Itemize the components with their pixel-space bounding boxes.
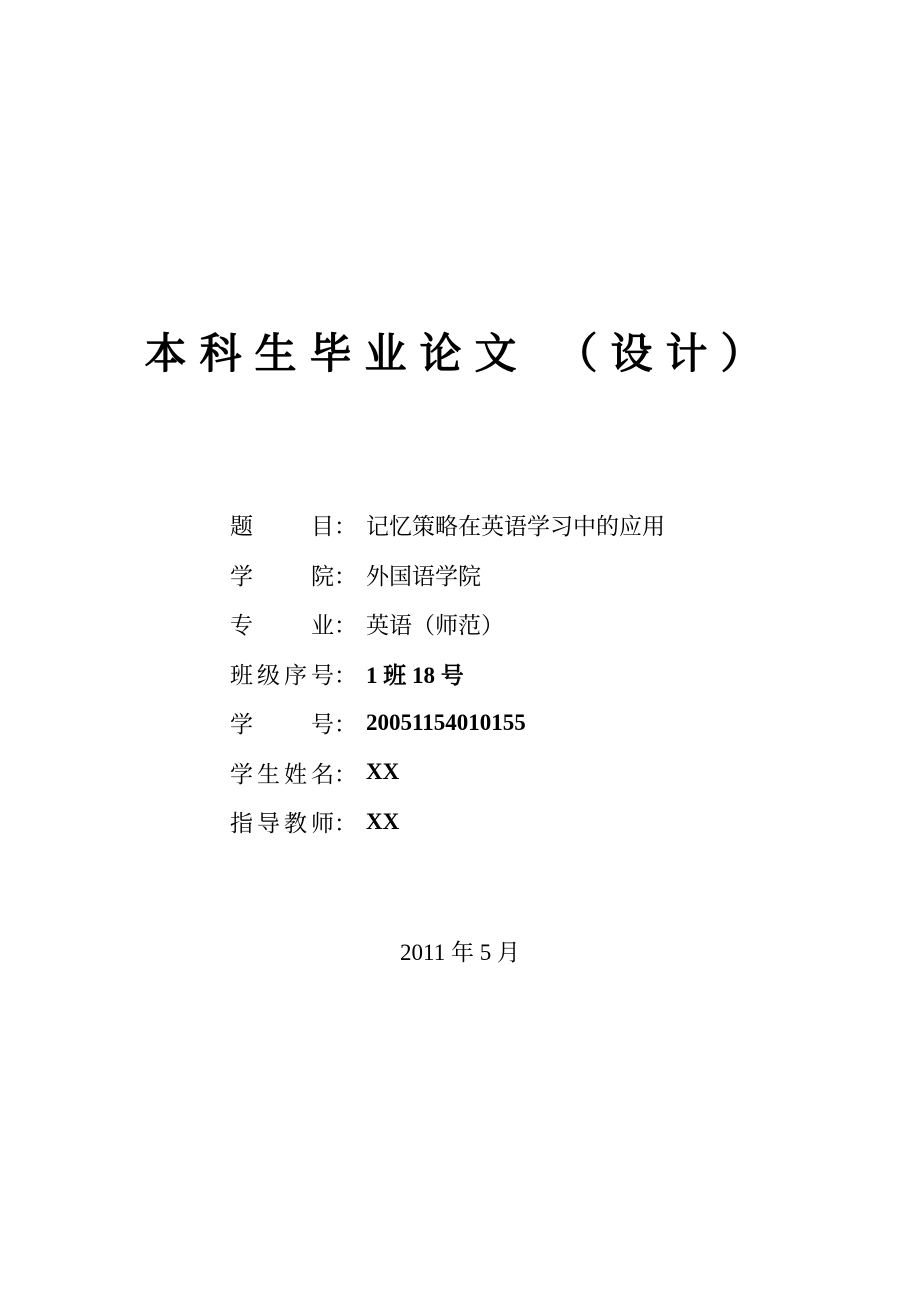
field-label: 题 目 ： [230, 514, 357, 540]
page-title [0, 326, 920, 382]
field-college [230, 550, 750, 600]
title-suffix: （设计） [555, 329, 776, 378]
field-value-advisor: XX [366, 808, 400, 834]
cover-info [230, 500, 750, 847]
submission-date: 2011 年 5 月 [400, 940, 520, 965]
field-student-name [230, 748, 750, 798]
field-class-number [230, 649, 750, 699]
field-topic [230, 500, 750, 550]
field-student-id [230, 698, 750, 748]
field-value-major: 英语（师范） [366, 613, 504, 639]
field-value-class-number: 1 班 18 号 [366, 662, 464, 688]
field-label: 学 生 姓 名 ： [230, 761, 357, 787]
field-label: 学 号 ： [230, 712, 357, 738]
title-main: 本科生毕业论文 [144, 329, 530, 378]
field-value-topic: 记忆策略在英语学习中的应用 [366, 514, 665, 540]
field-label: 班 级 序 号 ： [230, 662, 357, 688]
field-advisor [230, 797, 750, 847]
field-label: 专 业 ： [230, 613, 357, 639]
field-value-student-id: 20051154010155 [366, 709, 526, 735]
field-label: 指 导 教 师 ： [230, 811, 357, 837]
field-value-college: 外国语学院 [366, 563, 481, 589]
field-value-student-name: XX [366, 759, 400, 785]
field-major [230, 599, 750, 649]
field-label: 学 院 ： [230, 563, 357, 589]
